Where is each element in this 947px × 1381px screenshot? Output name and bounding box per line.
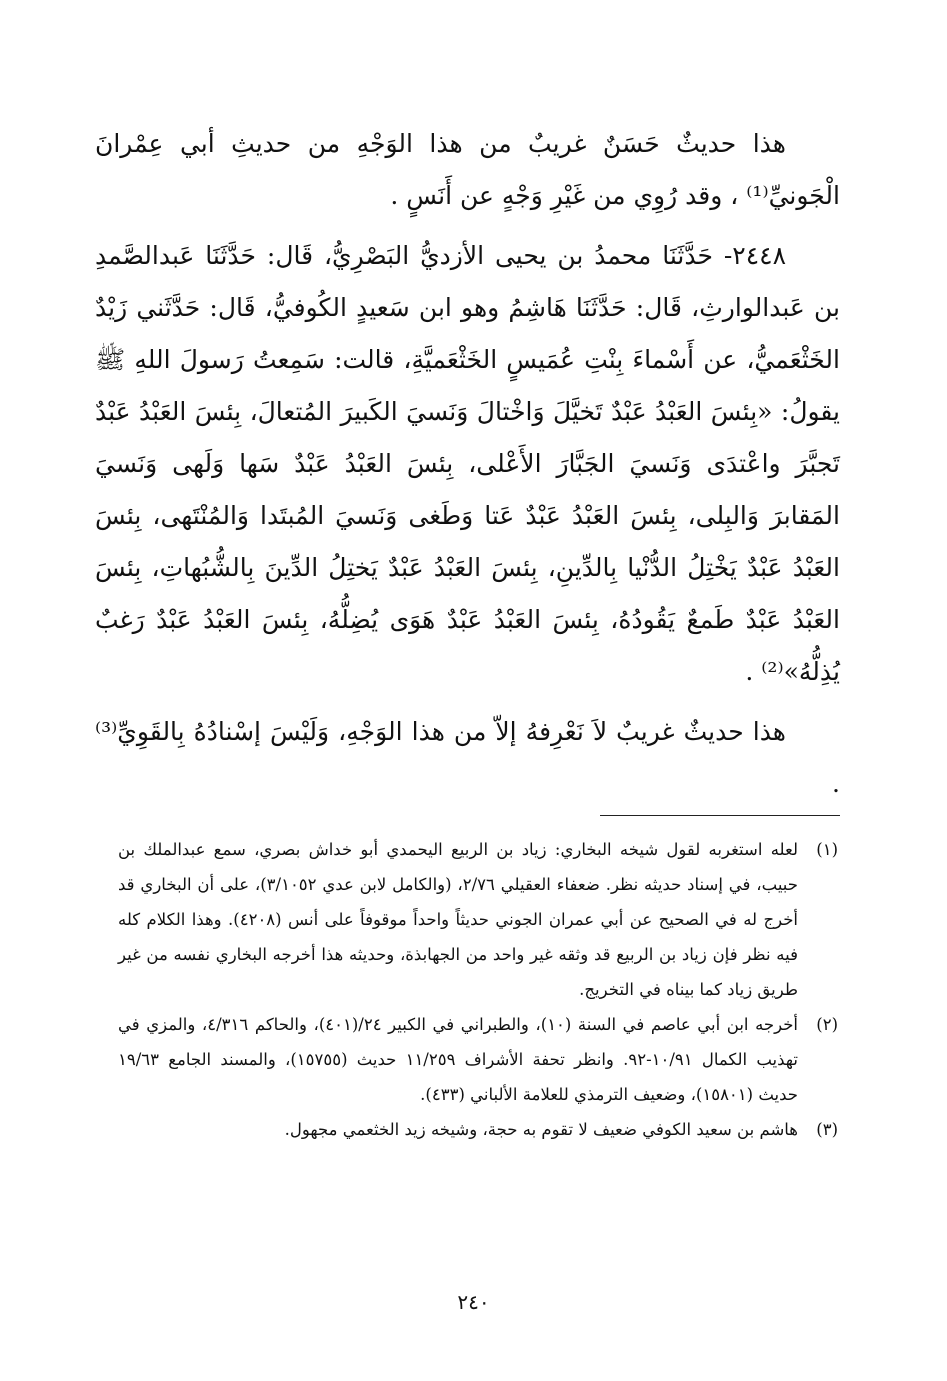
main-text [95,118,840,810]
footnote-text: لعله استغربه لقول شيخه البخاري: زياد بن الربيع اليحمدي أبو خداش بصري، سمع عبدالملك بن حبيب، في إسناد حديثه نظر. ضعفاء العقيلي ٢/٧٦، (والكامل لابن عدي ٣/١٠٥٢)، على أن البخاري قد أخرج له في الصحيح عن أبي عمران الجوني حديثاً واحداً موقوفاً على أنس (٤٢٠٨). وهذا الكلام كله فيه نظر فإن زياد بن الربيع قد وثقه غير واحد من الجهابذة، وحديثه هذا أخرجه البخاري نفسه من غير طريق زياد كما بيناه في التخريج. [118,840,798,999]
footnote-text: هاشم بن سعيد الكوفي ضعيف لا تقوم به حجة، وشيخه زيد الخثعمي مجهول. [284,1120,798,1139]
footnote-number: (١) [816,840,838,859]
footnote-3 [118,1112,838,1147]
footnote-number: (٢) [816,1015,838,1034]
footnote-separator [600,815,840,816]
footnote-number: (٣) [816,1120,838,1139]
footnote-text: أخرجه ابن أبي عاصم في السنة (١٠)، والطبراني في الكبير ٢٤/(٤٠١)، والحاكم ٤/٣١٦، والمزي في تهذيب الكمال ١٠/٩١-٩٢. وانظر تحفة الأشراف ١١/٢٥٩ حديث (١٥٧٥٥)، والمسند الجامع ١٩/٦٣ حديث (١٥٨٠١)، وضعيف الترمذي للعلامة الألباني (٤٣٣). [118,1015,799,1104]
paragraph-hadith-2448: ٢٤٤٨- حَدَّثَنَا محمدُ بن يحيى الأزديُّ البَصْرِيُّ، قَال: حَدَّثَنَا عَبدالصَّمدِ بن عَبدالوارثِ، قَال: حَدَّثَنَا هَاشِمُ وهو ابن سَعيدٍ الكُوفيُّ، قَال: حَدَّثَني زَيْدٌ الخَثْعَميُّ، عن أَسْماءَ بِنْتِ عُمَيسٍ الخَثْعَميَّةِ، قالت: سَمِعتُ رَسولَ اللهِ ﷺ يقولُ: «بِئسَ العَبْدُ عَبْدٌ تَخيَّلَ وَاخْتالَ وَنَسيَ الكَبيرَ المُتعالَ، بِئسَ العَبْدُ عَبْدٌ تَجبَّرَ واعْتدَى وَنَسيَ الجَبَّارَ الأَعْلى، بِئسَ العَبْدُ عَبْدٌ سَها وَلَهى وَنَسيَ المَقابرَ وَالبِلى، بِئسَ العَبْدُ عَبْدٌ عَتا وَطَغى وَنَسيَ المُبتَدا وَالمُنْتَهى، بِئسَ العَبْدُ عَبْدٌ يَخْتِلُ الدُّنْيا بِالدِّينِ، بِئسَ العَبْدُ عَبْدٌ يَختِلُ الدِّينَ بِالشُّبُهاتِ، بِئسَ العَبْدُ عَبْدٌ طَمعٌ يَقُودُهُ، بِئسَ العَبْدُ عَبْدٌ هَوَى يُضِلُّهُ، بِئسَ العَبْدُ عَبْدٌ رَغبٌ يُذِلُّهُ»⁽²⁾ . [95,241,840,686]
paragraph-grading-1: هذا حديثٌ حَسَنٌ غريبٌ من هذا الوَجْهِ من حديثِ أبي عِمْرانَ الْجَونيِّ⁽¹⁾ ، وقد رُوِي من غَيْرِ وَجْهٍ عن أَنَسٍ . [95,129,840,210]
footnote-2 [118,1007,838,1112]
paragraph-grading-2: هذا حديثٌ غريبٌ لاَ نَعْرِفهُ إلاّ من هذا الوَجْهِ، وَلَيْسَ إسْنادُهُ بِالقَوِيِّ⁽³⁾ . [95,717,840,798]
footnote-1 [118,832,838,1007]
page-number: ٢٤٠ [457,1290,490,1314]
footnotes [118,832,838,1147]
